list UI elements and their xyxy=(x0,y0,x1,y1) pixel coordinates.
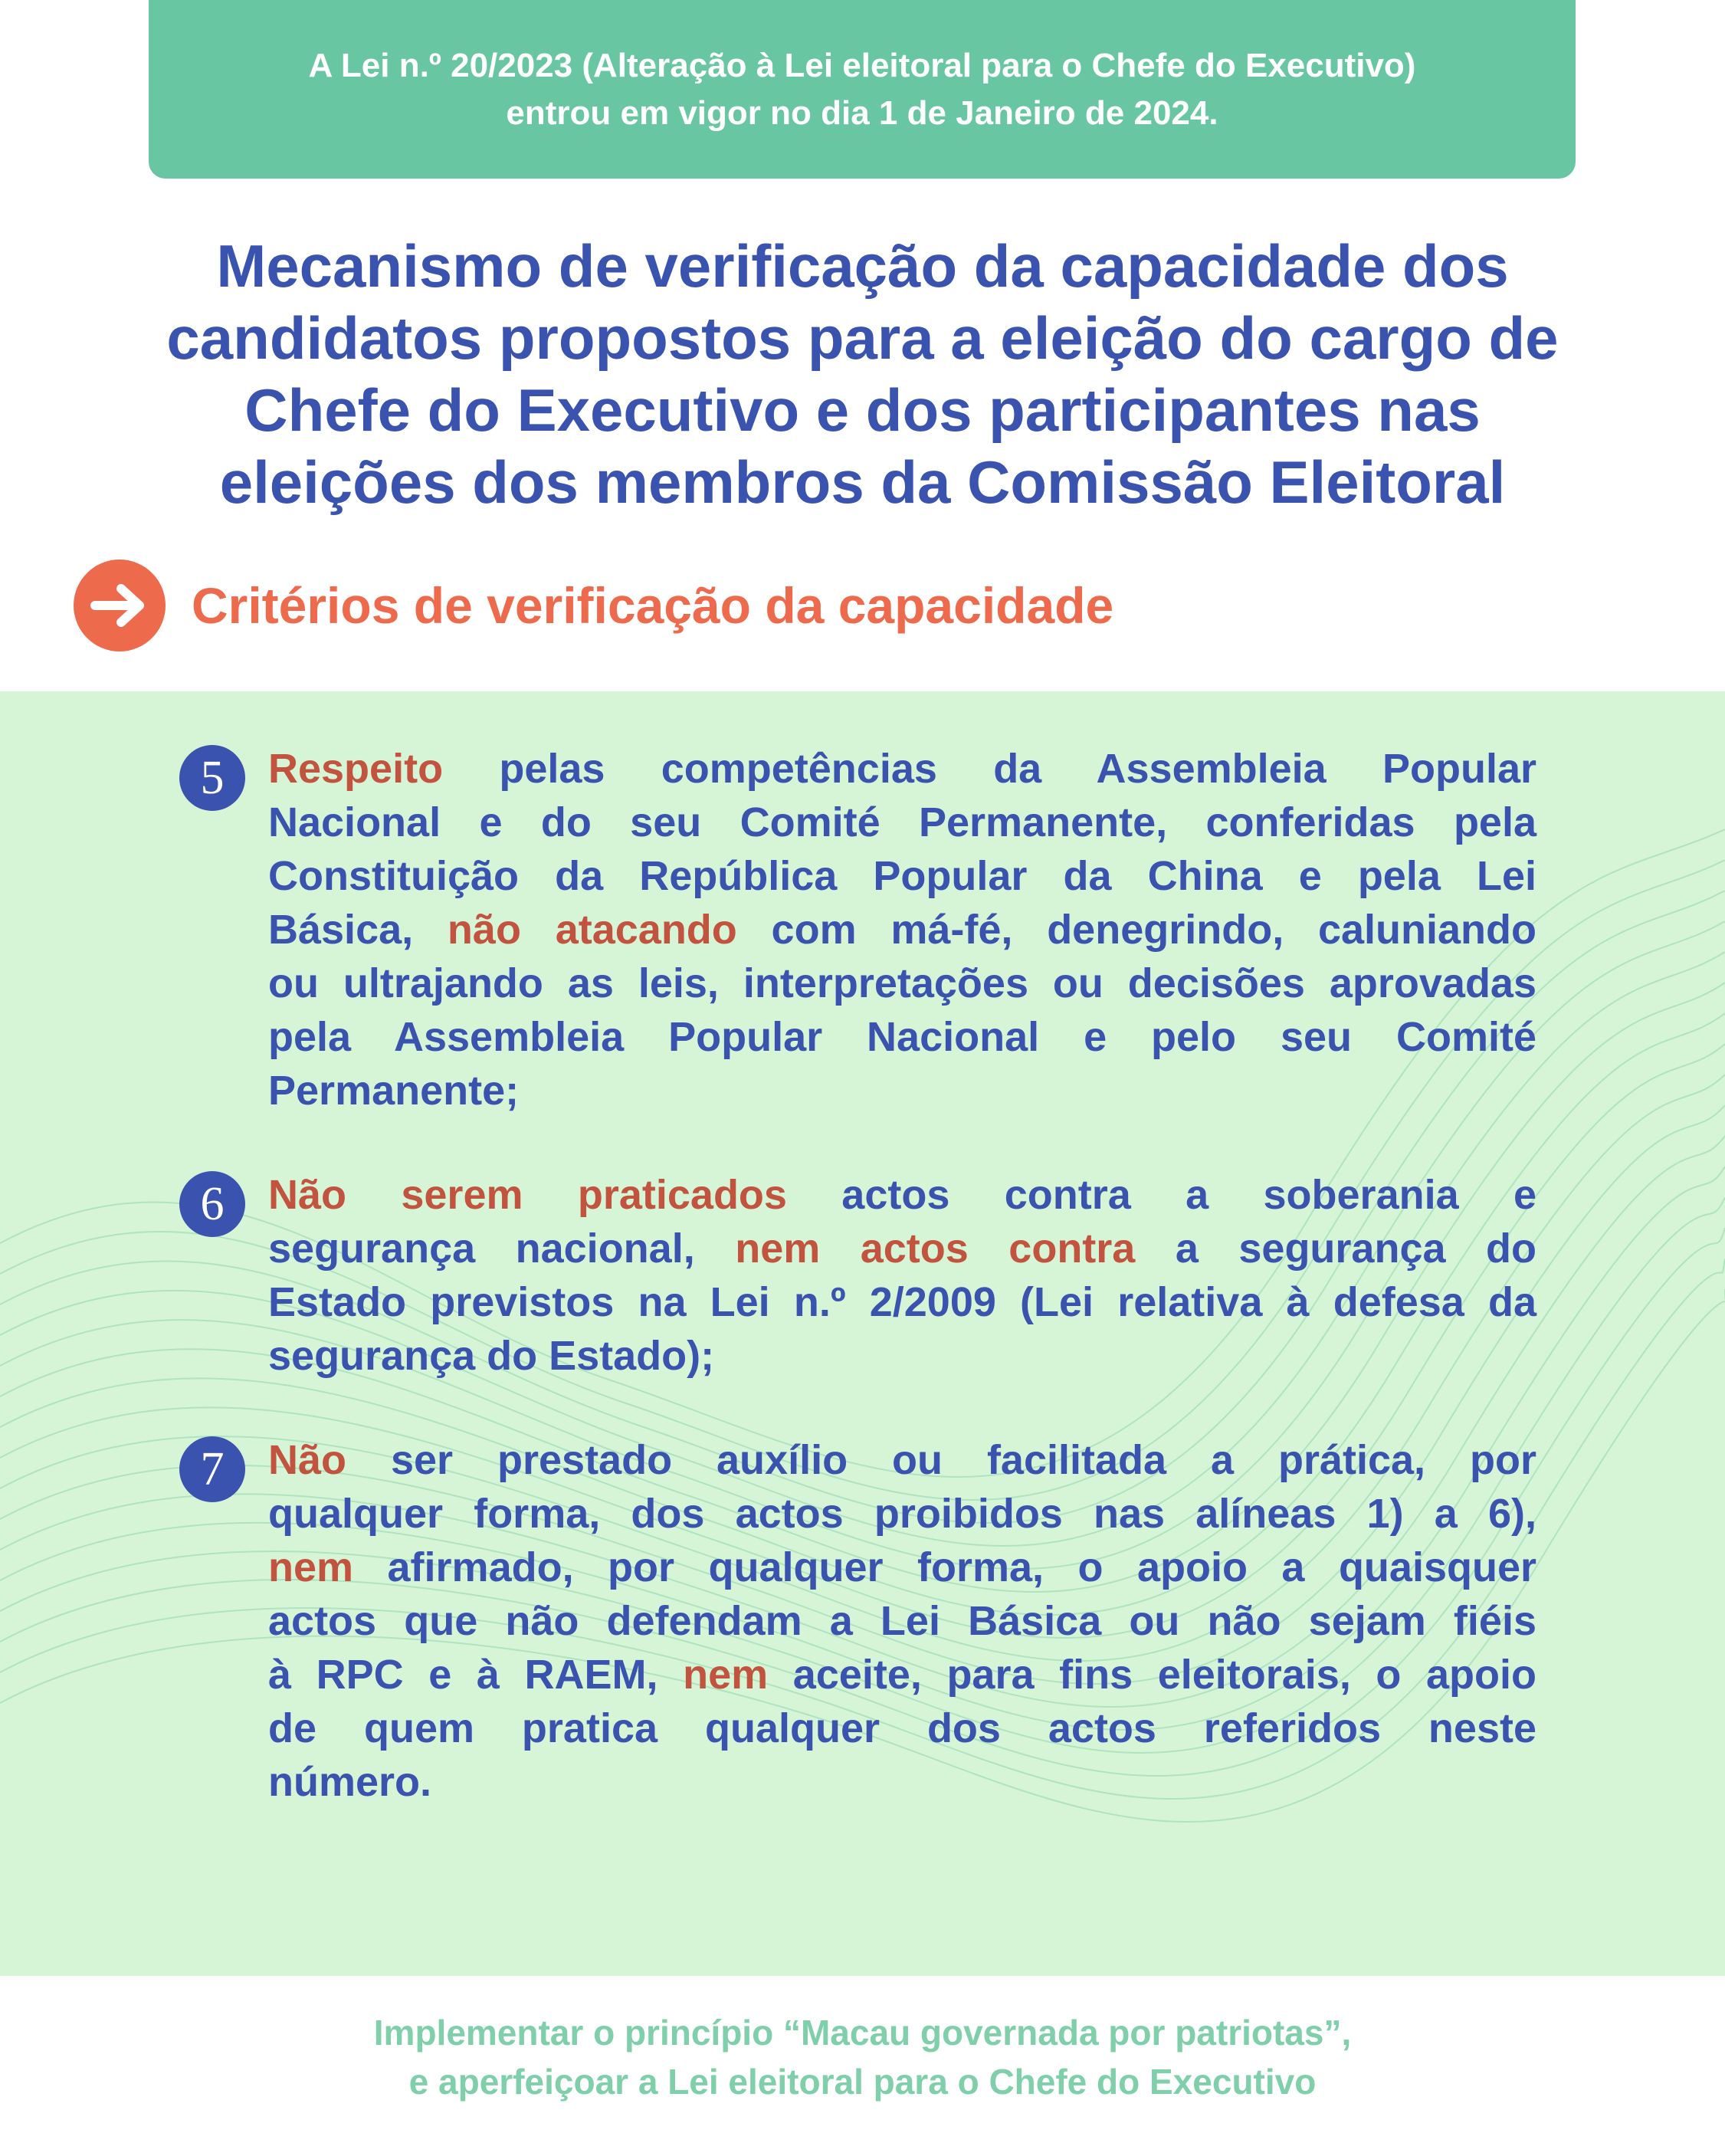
banner-line-1: A Lei n.º 20/2023 (Alteração à Lei eleitoral para o Chefe do Executivo) xyxy=(308,46,1416,84)
highlight: Respeito xyxy=(268,746,444,792)
title-line-2: candidatos propostos para a eleição do cargo de xyxy=(166,304,1559,372)
number-badge-5: 5 xyxy=(179,745,245,811)
text-line: qualquer forma, dos actos proibidos nas alíneas 1) a 6), xyxy=(268,1491,1536,1537)
text-line: Permanente; xyxy=(268,1068,520,1114)
number-badge-7: 7 xyxy=(179,1436,245,1502)
highlight: Não xyxy=(268,1437,347,1483)
title-line-4: eleições dos membros da Comissão Eleitoral xyxy=(219,448,1506,516)
text-run: com má-fé, denegrindo, caluniando xyxy=(736,907,1537,953)
text-line: pela Assembleia Popular Nacional e pelo seu Comité xyxy=(268,1014,1536,1060)
text-line: Nacional e do seu Comité Permanente, conferidas pela xyxy=(268,799,1536,845)
text-run: pelas competências da Assembleia Popular xyxy=(443,746,1536,792)
arrow-right-icon xyxy=(74,560,166,651)
text-run: afirmado, por qualquer forma, o apoio a quaisquer xyxy=(353,1544,1536,1590)
page-title xyxy=(107,230,1618,518)
highlight: Não serem praticados xyxy=(268,1172,787,1218)
text-line: número. xyxy=(268,1759,432,1805)
criterion-6 xyxy=(179,1168,1536,1383)
text-run: à RPC e à RAEM, xyxy=(268,1652,684,1698)
criterion-5 xyxy=(179,742,1536,1117)
highlight: não atacando xyxy=(447,907,737,953)
text-run: aceite, para fins eleitorais, o apoio xyxy=(768,1652,1536,1698)
title-line-3: Chefe do Executivo e dos participantes nas xyxy=(244,376,1481,444)
text-line: actos que não defendam a Lei Básica ou não sejam fiéis xyxy=(268,1598,1536,1644)
highlight: nem actos contra xyxy=(735,1226,1136,1272)
footer-slogan xyxy=(0,2008,1725,2106)
text-line: segurança do Estado); xyxy=(268,1333,715,1379)
title-line-1: Mecanismo de verificação da capacidade dos xyxy=(216,232,1509,300)
text-line: Estado previstos na Lei n.º 2/2009 (Lei relativa à defesa da xyxy=(268,1279,1536,1325)
text-run: Básica, xyxy=(268,907,448,953)
number-badge-6: 6 xyxy=(179,1171,245,1237)
text-run: a segurança do xyxy=(1135,1226,1536,1272)
text-run: ser prestado auxílio ou facilitada a prática, por xyxy=(346,1437,1536,1483)
section-header xyxy=(74,560,1113,651)
text-line: ou ultrajando as leis, interpretações ou decisões aprovadas xyxy=(268,960,1536,1006)
top-banner xyxy=(149,0,1576,179)
banner-line-2: entrou em vigor no dia 1 de Janeiro de 2024. xyxy=(506,94,1218,132)
text-run: segurança nacional, xyxy=(268,1226,736,1272)
text-line: Constituição da República Popular da China e pela Lei xyxy=(268,853,1536,899)
text-line: de quem pratica qualquer dos actos referidos neste xyxy=(268,1705,1536,1751)
highlight: nem xyxy=(683,1652,769,1698)
section-title: Critérios de verificação da capacidade xyxy=(192,577,1114,634)
criterion-7 xyxy=(179,1433,1536,1809)
footer-line-2: e aperfeiçoar a Lei eleitoral para o Chefe do Executivo xyxy=(408,2062,1317,2102)
criterion-7-text xyxy=(268,1433,1536,1809)
highlight: nem xyxy=(268,1544,354,1590)
text-run: actos contra a soberania e xyxy=(786,1172,1537,1218)
criterion-6-text xyxy=(268,1168,1536,1383)
footer-line-1: Implementar o princípio “Macau governada por patriotas”, xyxy=(373,2013,1352,2053)
criterion-5-text xyxy=(268,742,1536,1117)
